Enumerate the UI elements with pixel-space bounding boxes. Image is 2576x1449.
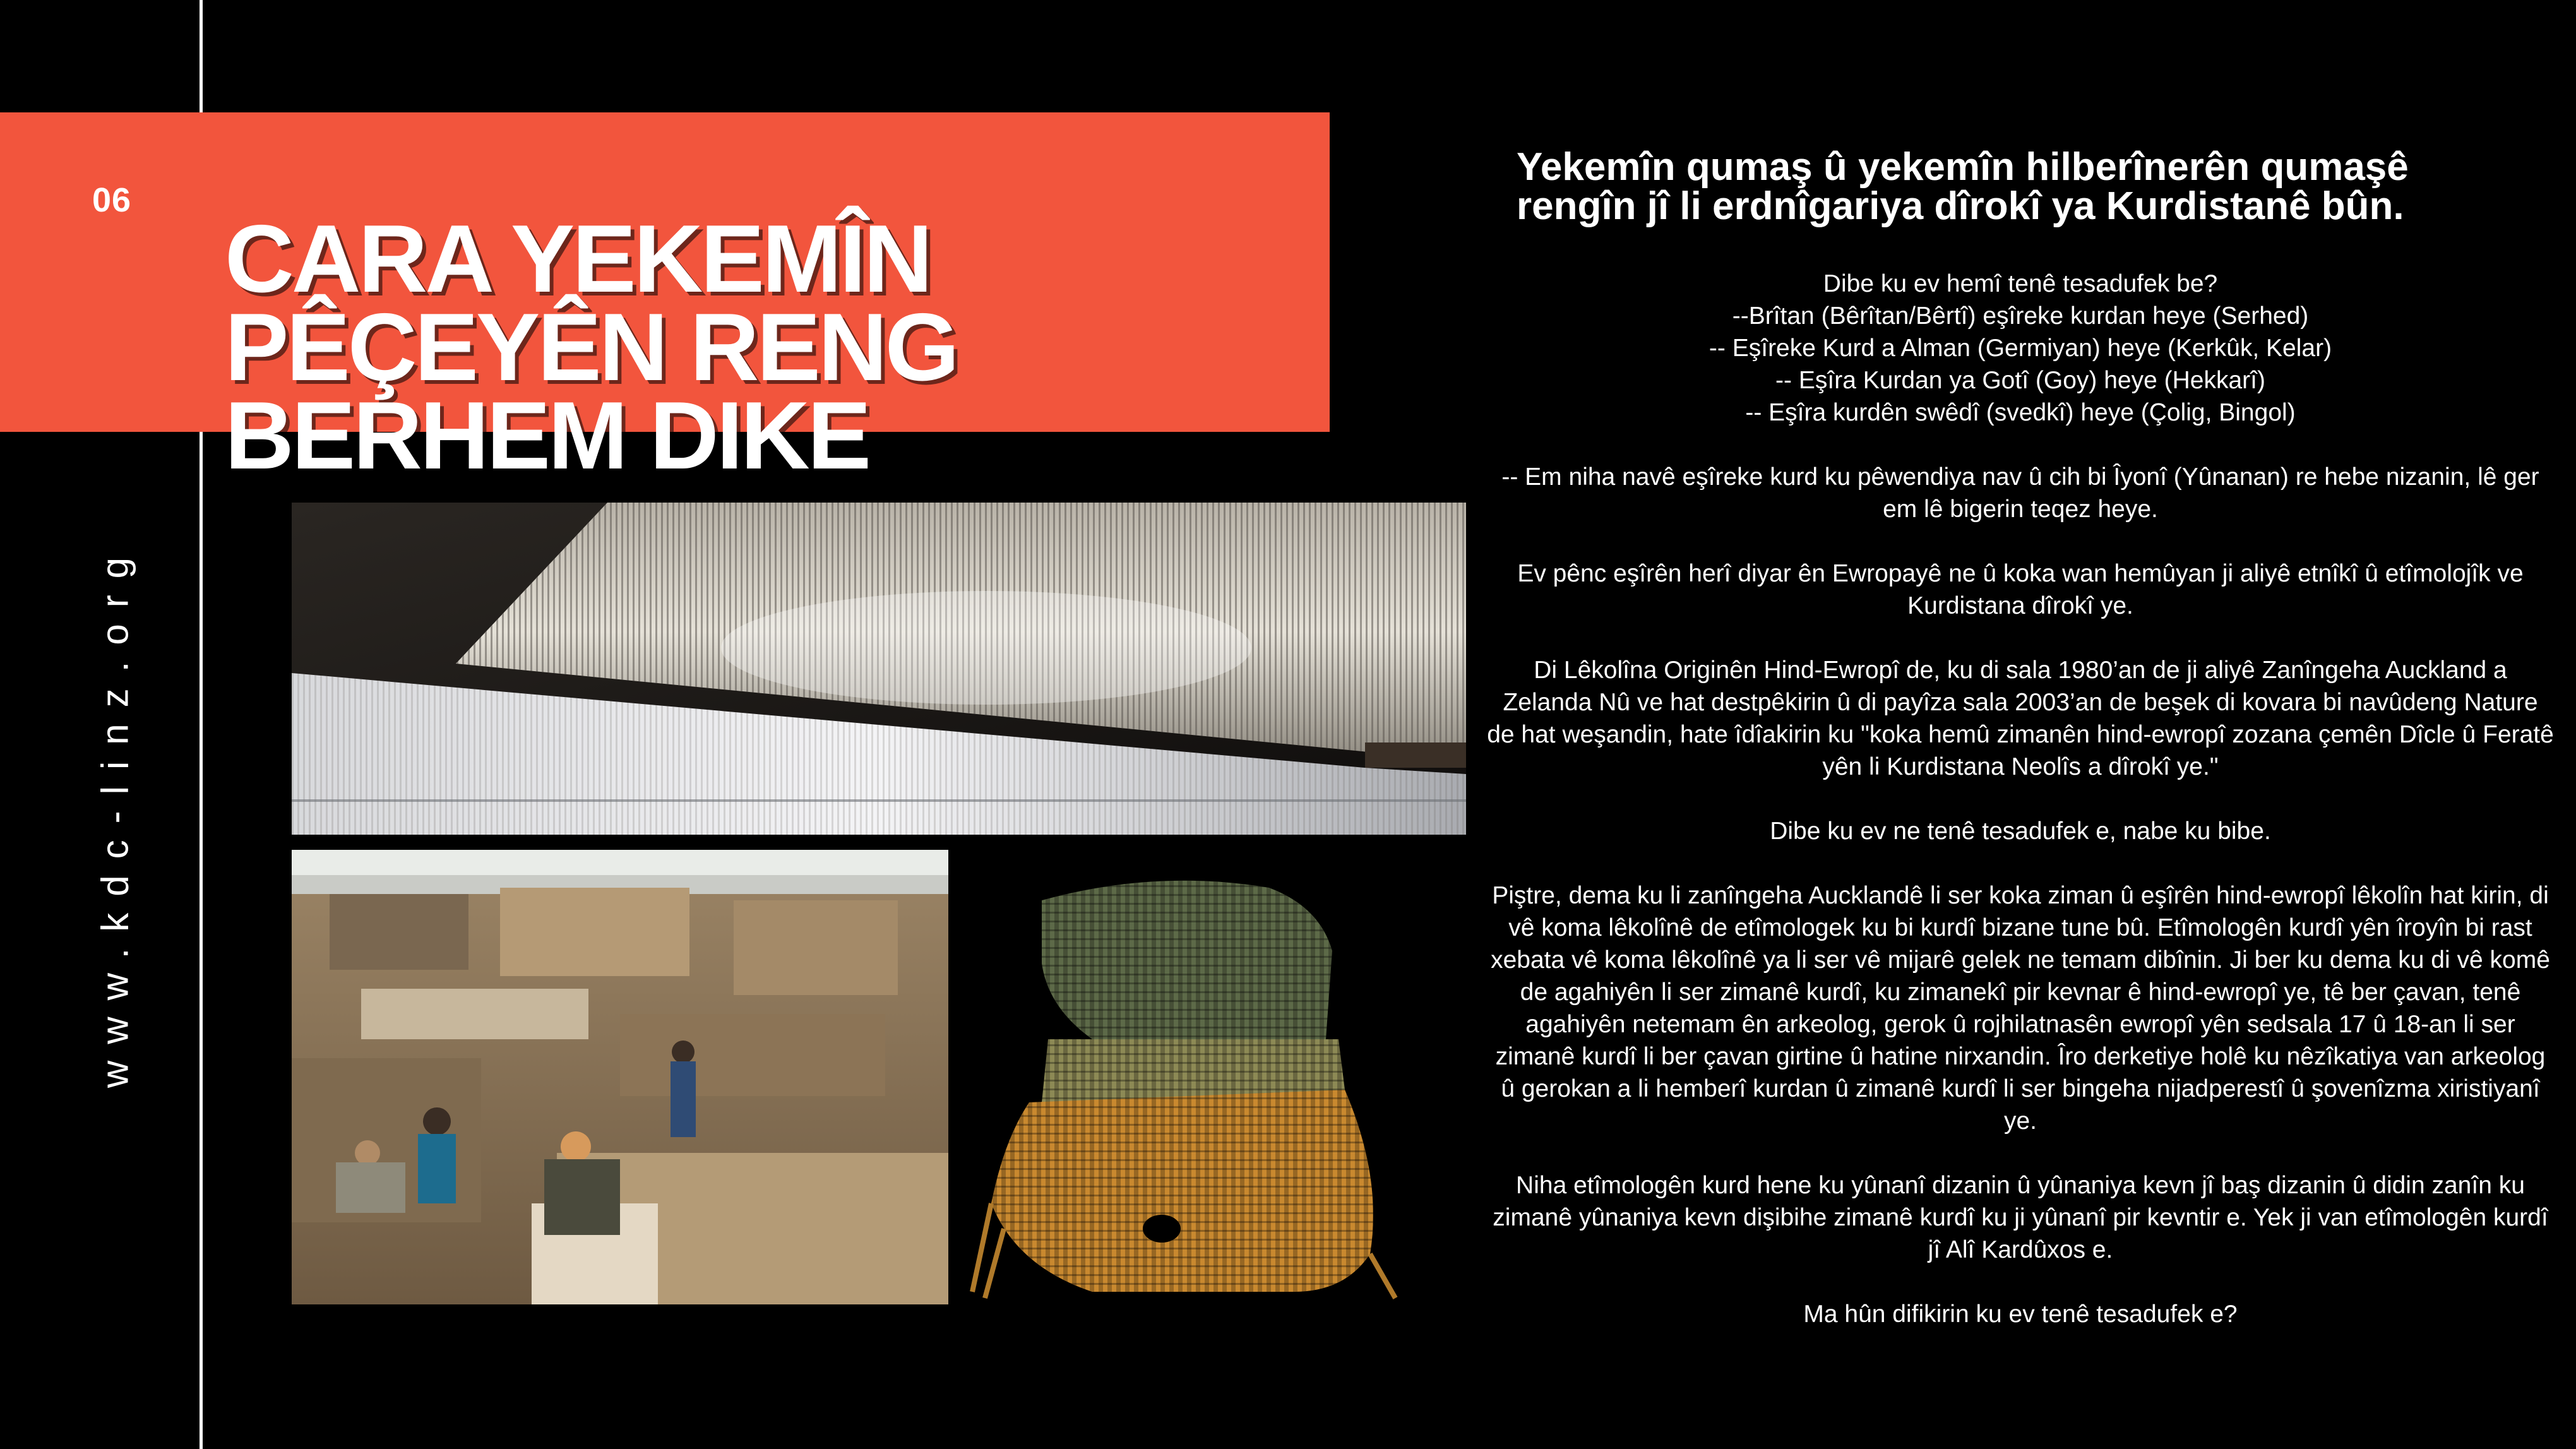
slide-title: CARA YEKEMÎN PÊÇEYÊN RENG BERHEM DIKE <box>225 205 957 489</box>
paragraph: Ev pênc eşîrên herî diyar ên Ewropayê ne û koka wan hemûyan ji aliyê etnîkî û etîmolojîk ve Kurdistana dîrokî ye. <box>1517 560 2524 619</box>
paragraph: Piştre, dema ku li zanîngeha Aucklandê li ser koka ziman û eşîrên hind-ewropî lêkolîn hat kirin, di vê koma lêkolînê de etîmologek ku bi kurdî bizane tune bû. Etîmologên kurdî yên îroyîn bi rast xebata vê koma lêkolînê ya li ser vê mijarê gelek ne temam dibînin. Ji ber ku dema ku di vê komê de agahiyên li ser zimanê kurdî, ku zimanekî pir kevnar ê hind-ewropî ye, tê ber çavan, tenê agahiyên netemam ên arkeolog, gerok û rojhilatnasên ewropî yên sedsala 17 û 18-an li ser zimanê kurdî li ber çavan girtine û hatine nirxandin. Îro derketiye holê ku nêzîkatiya van arkeolog û gerokan a li hemberî kurdan û zimanê kurdî li ser bingeha nijadperestî û şovenîzma xiristiyanî ye. <box>1491 882 2550 1135</box>
page-number: 06 <box>92 181 132 219</box>
loom-photo <box>292 503 1466 835</box>
tribe-line: -- Eşîra Kurdan ya Gotî (Goy) heye (Hekkarî) <box>1775 367 2265 394</box>
paragraph: Dibe ku ev ne tenê tesadufek e, nabe ku bibe. <box>1770 818 2271 845</box>
paragraph: -- Em niha navê eşîreke kurd ku pêwendiya nav û cih bi Îyonî (Yûnanan) re hebe nizanin, lê ger em lê bigerin teqez heye. <box>1501 463 2539 523</box>
tribe-line: --Brîtan (Bêrîtan/Bêrtî) eşîreke kurdan heye (Serhed) <box>1732 302 2309 330</box>
excavation-photo <box>292 850 948 1304</box>
closing-question: Ma hûn difikirin ku ev tenê tesadufek e? <box>1803 1301 2238 1328</box>
tribe-line: -- Eşîreke Kurd a Alman (Germiyan) heye (Kerkûk, Kelar) <box>1708 335 2332 362</box>
website-url[interactable]: www.kdc-linz.org <box>93 540 136 1088</box>
tribe-list <box>1487 268 2554 429</box>
question-line: Dibe ku ev hemî tenê tesadufek be? <box>1823 270 2218 297</box>
ancient-textile-photo <box>966 850 1468 1304</box>
tribe-line: -- Eşîra kurdên swêdî (svedkî) heye (Çolig, Bingol) <box>1745 399 2296 426</box>
paragraph: Niha etîmologên kurd hene ku yûnanî dizanin û yûnaniya kevn jî baş dizanin û didin zanîn ku zimanê yûnaniya kevn dişibihe zimanê kurdî ku ji yûnanî pir kevntir e. Yek ji van etîmologên kurdî jî Alî Kardûxos e. <box>1493 1172 2548 1263</box>
paragraph: Di Lêkolîna Originên Hind-Ewropî de, ku di sala 1980’an de ji aliyê Zanîngeha Auckland a Zelanda Nû ve hat destpêkirin û di payîza sala 2003’an de beşek di kovara bi navûdeng Nature de hat weşandin, hate îdîakirin ku "koka hemû zimanên hind-ewropî zozana çemên Dîcle û Feratê yên li Kurdistana Neolîs a dîrokî ye." <box>1487 657 2554 780</box>
article-headline: Yekemîn qumaş û yekemîn hilberînerên qumaşê rengîn jî li erdnîgariya dîrokî ya Kurdistanê bûn. <box>1517 145 2409 228</box>
article-body <box>1487 268 2554 1363</box>
